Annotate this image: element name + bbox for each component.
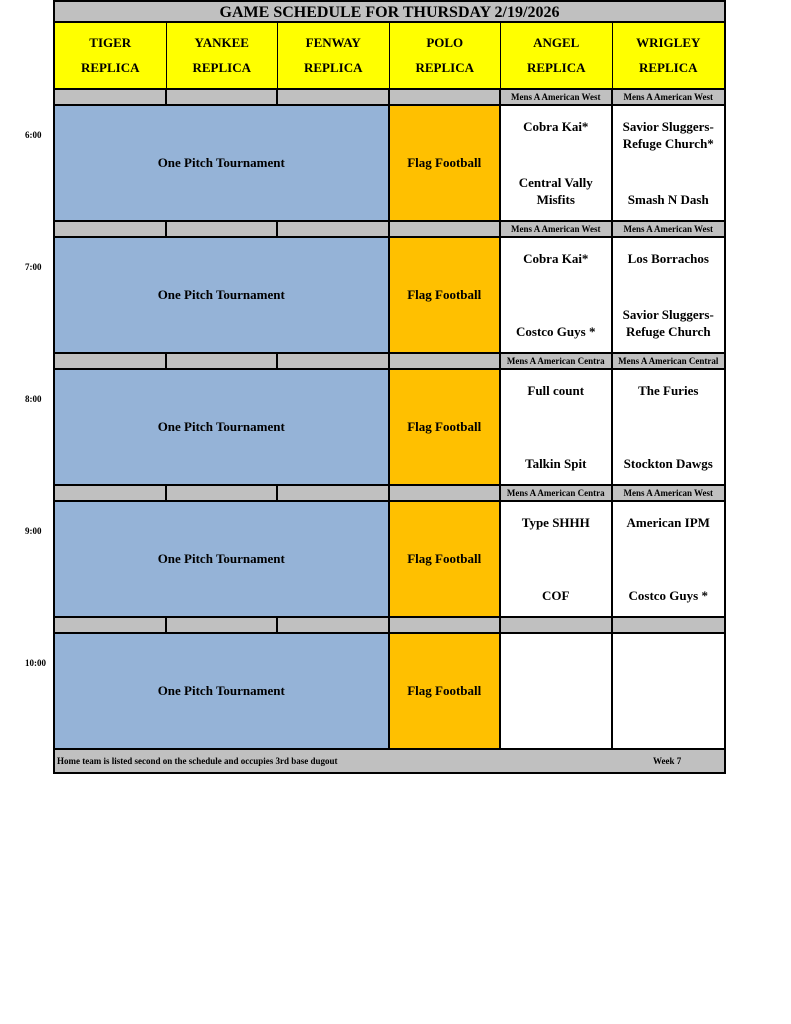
time-label: 6:00 [25, 130, 42, 140]
home-team: Central Vally Misfits [518, 175, 593, 207]
venue-sub: REPLICA [192, 60, 251, 75]
wrigley-game-cell [613, 106, 725, 222]
venue-tiger [55, 23, 167, 88]
away-team: American IPM [626, 515, 710, 530]
divider-cell [167, 486, 279, 502]
time-slot-block [25, 634, 726, 750]
wrigley-division-label: Mens A American Central [613, 354, 725, 370]
divider-cell [278, 90, 390, 106]
venue-name: ANGEL [533, 35, 580, 50]
divider-cell [390, 486, 502, 502]
division-row [53, 222, 726, 238]
wrigley-division-label: Mens A American West [613, 486, 725, 502]
divider-cell [55, 354, 167, 370]
home-team: Talkin Spit [525, 456, 587, 471]
venue-sub: REPLICA [638, 60, 698, 75]
venue-sub: REPLICA [80, 60, 140, 75]
division-row [53, 90, 726, 106]
flag-football-cell: Flag Football [390, 106, 502, 222]
home-team: Costco Guys * [628, 588, 708, 603]
divider-cell [278, 618, 390, 634]
angel-game-cell [501, 106, 613, 222]
away-team: Type SHHH [521, 515, 590, 530]
venue-angel [501, 23, 613, 88]
venue-wrigley [613, 23, 725, 88]
divider-cell [390, 90, 502, 106]
divider-cell [278, 222, 390, 238]
wrigley-game-cell [613, 634, 725, 750]
division-row [53, 354, 726, 370]
venue-name: WRIGLEY [636, 35, 701, 50]
division-row [53, 486, 726, 502]
footer-bar [53, 750, 726, 774]
home-team: Costco Guys * [516, 324, 596, 339]
tournament-cell: One Pitch Tournament [55, 106, 390, 222]
home-team: Savior Sluggers-Refuge Church [622, 307, 714, 339]
angel-division-label: Mens A American West [501, 222, 613, 238]
angel-game-cell [501, 634, 613, 750]
flag-football-cell: Flag Football [390, 634, 502, 750]
venue-fenway [278, 23, 390, 88]
angel-division-label [501, 618, 613, 634]
venue-name: YANKEE [194, 35, 249, 50]
away-team: Cobra Kai* [523, 251, 589, 266]
tournament-cell: One Pitch Tournament [55, 238, 390, 354]
wrigley-game-cell [613, 370, 725, 486]
time-slot-block [25, 106, 726, 222]
divider-cell [55, 486, 167, 502]
page-title: GAME SCHEDULE FOR THURSDAY 2/19/2026 [53, 0, 726, 23]
divider-cell [167, 618, 279, 634]
tournament-cell: One Pitch Tournament [55, 370, 390, 486]
venue-sub: REPLICA [303, 60, 363, 75]
time-label: 10:00 [25, 658, 46, 668]
angel-division-label: Mens A American Centra [501, 486, 613, 502]
home-team: Smash N Dash [627, 192, 709, 207]
divider-cell [278, 486, 390, 502]
venue-header-row [53, 23, 726, 90]
angel-game-cell [501, 238, 613, 354]
time-label: 9:00 [25, 526, 42, 536]
venue-sub: REPLICA [415, 60, 474, 75]
angel-division-label: Mens A American West [501, 90, 613, 106]
home-team: COF [542, 588, 570, 603]
away-team: Savior Sluggers-Refuge Church* [622, 119, 714, 151]
angel-game-cell [501, 370, 613, 486]
wrigley-game-cell [613, 502, 725, 618]
week-label: Week 7 [653, 756, 682, 766]
wrigley-game-cell [613, 238, 725, 354]
wrigley-division-label [613, 618, 725, 634]
divider-cell [390, 354, 502, 370]
tournament-cell: One Pitch Tournament [55, 502, 390, 618]
away-team: The Furies [638, 383, 699, 398]
flag-football-cell: Flag Football [390, 238, 502, 354]
divider-cell [390, 618, 502, 634]
division-row [53, 618, 726, 634]
angel-game-cell [501, 502, 613, 618]
flag-football-cell: Flag Football [390, 502, 502, 618]
divider-cell [55, 90, 167, 106]
flag-football-cell: Flag Football [390, 370, 502, 486]
divider-cell [167, 90, 279, 106]
venue-polo [390, 23, 502, 88]
divider-cell [278, 354, 390, 370]
tournament-cell: One Pitch Tournament [55, 634, 390, 750]
divider-cell [390, 222, 502, 238]
divider-cell [167, 222, 279, 238]
venue-name: FENWAY [305, 35, 361, 50]
angel-division-label: Mens A American Centra [501, 354, 613, 370]
time-label: 8:00 [25, 394, 42, 404]
time-slot-block [25, 502, 726, 618]
venue-name: TIGER [89, 35, 132, 50]
venue-name: POLO [426, 35, 464, 50]
away-team: Los Borrachos [627, 251, 709, 266]
away-team: Cobra Kai* [523, 119, 589, 134]
divider-cell [167, 354, 279, 370]
home-team: Stockton Dawgs [623, 456, 713, 471]
divider-cell [55, 618, 167, 634]
divider-cell [55, 222, 167, 238]
wrigley-division-label: Mens A American West [613, 222, 725, 238]
wrigley-division-label: Mens A American West [613, 90, 725, 106]
home-team-note: Home team is listed second on the schedule and occupies 3rd base dugout [57, 756, 338, 766]
time-slot-block [25, 238, 726, 354]
schedule-sheet [25, 0, 726, 774]
venue-sub: REPLICA [526, 60, 586, 75]
away-team: Full count [527, 383, 585, 398]
time-label: 7:00 [25, 262, 42, 272]
venue-yankee [167, 23, 279, 88]
time-slot-block [25, 370, 726, 486]
